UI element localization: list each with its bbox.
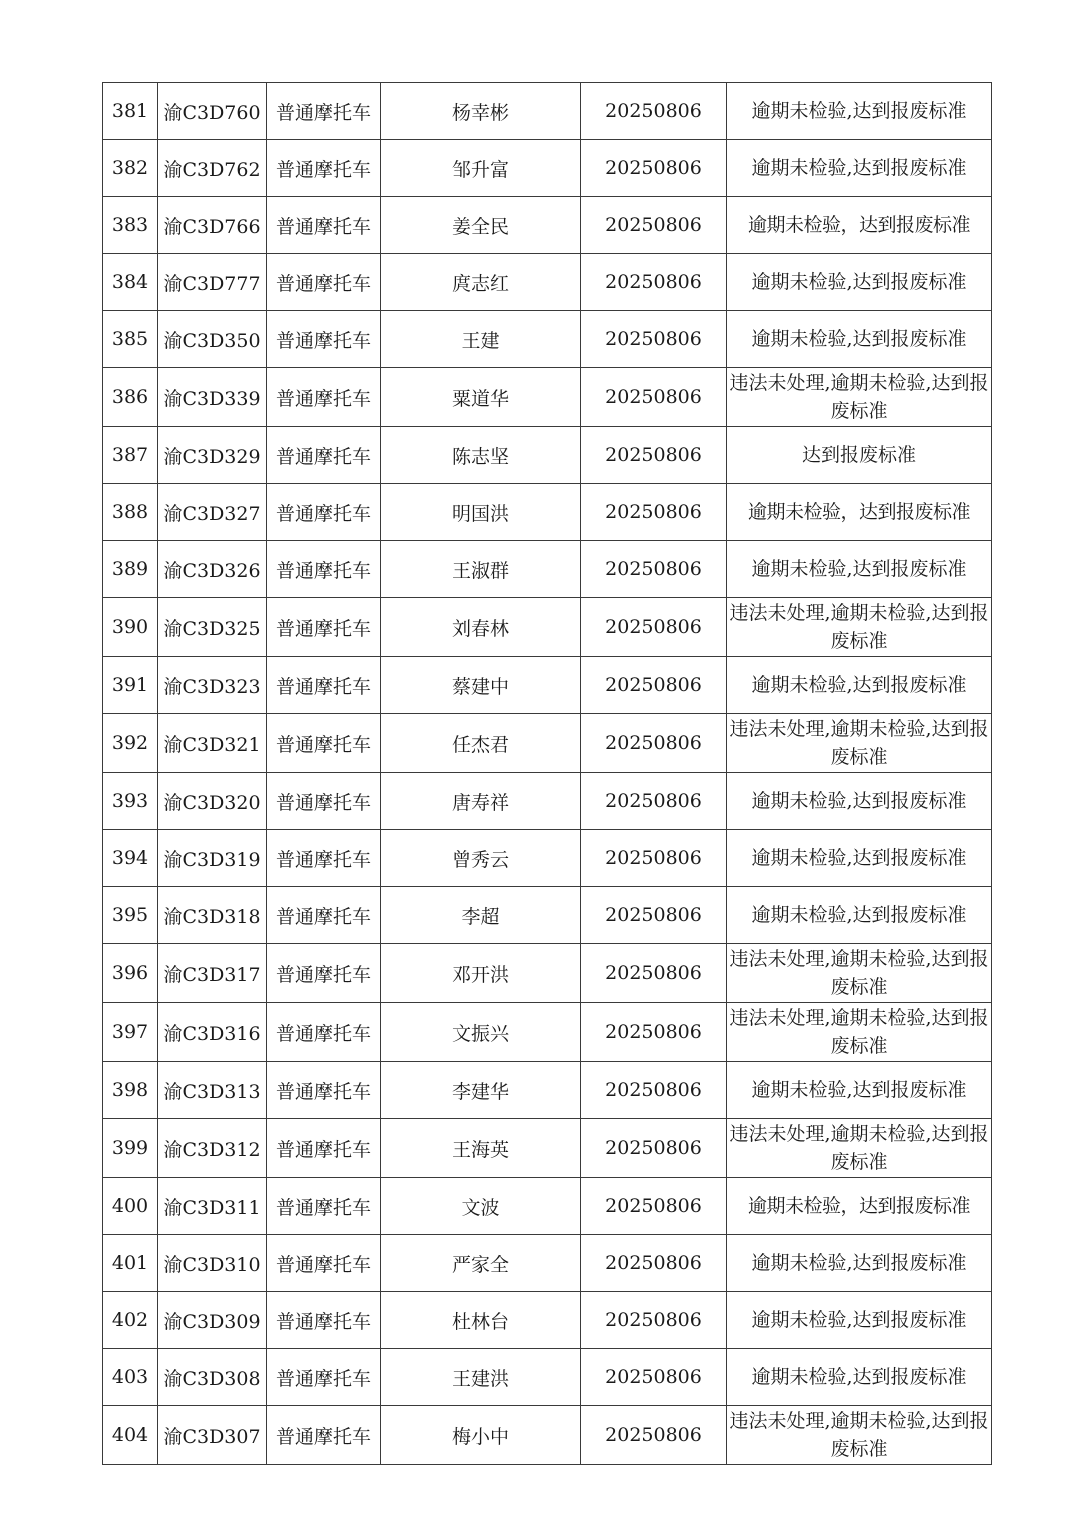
status-cell: 违法未处理,逾期未检验,达到报废标准 [727,944,992,1003]
status-cell: 违法未处理,逾期未检验,达到报废标准 [727,1406,992,1465]
plate-number-cell: 渝C3D327 [158,484,267,541]
owner-name-cell: 文振兴 [381,1003,581,1062]
owner-name-cell: 李超 [381,887,581,944]
plate-number-cell: 渝C3D762 [158,140,267,197]
plate-number-cell: 渝C3D316 [158,1003,267,1062]
table-row [103,368,992,427]
date-cell: 20250806 [581,1119,727,1178]
date-cell: 20250806 [581,311,727,368]
owner-name-cell: 任杰君 [381,714,581,773]
plate-number-cell: 渝C3D308 [158,1349,267,1406]
status-cell: 逾期未检验,达到报废标准 [727,1235,992,1292]
row-number-cell: 392 [103,714,158,773]
status-cell: 违法未处理,逾期未检验,达到报废标准 [727,1119,992,1178]
status-cell: 违法未处理,逾期未检验,达到报废标准 [727,1003,992,1062]
owner-name-cell: 明国洪 [381,484,581,541]
owner-name-cell: 杨幸彬 [381,83,581,140]
vehicle-type-cell: 普通摩托车 [267,1235,381,1292]
row-number-cell: 399 [103,1119,158,1178]
status-cell: 逾期未检验,达到报废标准 [727,140,992,197]
status-cell: 逾期未检验,达到报废标准 [727,1349,992,1406]
table-row [103,1349,992,1406]
plate-number-cell: 渝C3D317 [158,944,267,1003]
status-cell: 逾期未检验，达到报废标准 [727,197,992,254]
table-row [103,1178,992,1235]
vehicle-type-cell: 普通摩托车 [267,427,381,484]
owner-name-cell: 严家全 [381,1235,581,1292]
owner-name-cell: 王淑群 [381,541,581,598]
vehicle-table [102,82,992,1465]
vehicle-type-cell: 普通摩托车 [267,830,381,887]
table-row [103,1235,992,1292]
plate-number-cell: 渝C3D307 [158,1406,267,1465]
row-number-cell: 402 [103,1292,158,1349]
owner-name-cell: 王海英 [381,1119,581,1178]
row-number-cell: 401 [103,1235,158,1292]
owner-name-cell: 杜林台 [381,1292,581,1349]
owner-name-cell: 文波 [381,1178,581,1235]
vehicle-type-cell: 普通摩托车 [267,1003,381,1062]
vehicle-type-cell: 普通摩托车 [267,714,381,773]
owner-name-cell: 蔡建中 [381,657,581,714]
status-cell: 逾期未检验,达到报废标准 [727,887,992,944]
date-cell: 20250806 [581,254,727,311]
plate-number-cell: 渝C3D323 [158,657,267,714]
plate-number-cell: 渝C3D766 [158,197,267,254]
row-number-cell: 396 [103,944,158,1003]
date-cell: 20250806 [581,1062,727,1119]
row-number-cell: 390 [103,598,158,657]
table-row [103,140,992,197]
plate-number-cell: 渝C3D350 [158,311,267,368]
row-number-cell: 400 [103,1178,158,1235]
date-cell: 20250806 [581,773,727,830]
owner-name-cell: 姜全民 [381,197,581,254]
row-number-cell: 385 [103,311,158,368]
plate-number-cell: 渝C3D326 [158,541,267,598]
vehicle-type-cell: 普通摩托车 [267,254,381,311]
owner-name-cell: 王建 [381,311,581,368]
row-number-cell: 391 [103,657,158,714]
table-row [103,197,992,254]
table-row [103,944,992,1003]
table-row [103,427,992,484]
status-cell: 逾期未检验,达到报废标准 [727,254,992,311]
owner-name-cell: 邓开洪 [381,944,581,1003]
date-cell: 20250806 [581,1349,727,1406]
vehicle-type-cell: 普通摩托车 [267,1119,381,1178]
vehicle-type-cell: 普通摩托车 [267,1406,381,1465]
date-cell: 20250806 [581,1003,727,1062]
date-cell: 20250806 [581,197,727,254]
owner-name-cell: 庹志红 [381,254,581,311]
owner-name-cell: 曾秀云 [381,830,581,887]
status-cell: 达到报废标准 [727,427,992,484]
row-number-cell: 382 [103,140,158,197]
status-cell: 逾期未检验,达到报废标准 [727,657,992,714]
owner-name-cell: 李建华 [381,1062,581,1119]
vehicle-type-cell: 普通摩托车 [267,598,381,657]
date-cell: 20250806 [581,1235,727,1292]
row-number-cell: 398 [103,1062,158,1119]
vehicle-type-cell: 普通摩托车 [267,887,381,944]
vehicle-type-cell: 普通摩托车 [267,773,381,830]
status-cell: 逾期未检验,达到报废标准 [727,541,992,598]
owner-name-cell: 梅小中 [381,1406,581,1465]
vehicle-type-cell: 普通摩托车 [267,541,381,598]
plate-number-cell: 渝C3D318 [158,887,267,944]
owner-name-cell: 王建洪 [381,1349,581,1406]
row-number-cell: 389 [103,541,158,598]
status-cell: 逾期未检验,达到报废标准 [727,830,992,887]
table-row [103,1119,992,1178]
table-row [103,254,992,311]
date-cell: 20250806 [581,484,727,541]
date-cell: 20250806 [581,1178,727,1235]
vehicle-type-cell: 普通摩托车 [267,368,381,427]
table-row [103,887,992,944]
vehicle-type-cell: 普通摩托车 [267,1178,381,1235]
status-cell: 逾期未检验,达到报废标准 [727,311,992,368]
row-number-cell: 384 [103,254,158,311]
plate-number-cell: 渝C3D320 [158,773,267,830]
plate-number-cell: 渝C3D312 [158,1119,267,1178]
status-cell: 违法未处理,逾期未检验,达到报废标准 [727,714,992,773]
date-cell: 20250806 [581,83,727,140]
status-cell: 逾期未检验,达到报废标准 [727,773,992,830]
plate-number-cell: 渝C3D325 [158,598,267,657]
plate-number-cell: 渝C3D311 [158,1178,267,1235]
owner-name-cell: 刘春林 [381,598,581,657]
vehicle-type-cell: 普通摩托车 [267,311,381,368]
vehicle-type-cell: 普通摩托车 [267,1292,381,1349]
table-row [103,484,992,541]
row-number-cell: 404 [103,1406,158,1465]
status-cell: 违法未处理,逾期未检验,达到报废标准 [727,368,992,427]
table-row [103,1003,992,1062]
owner-name-cell: 唐寿祥 [381,773,581,830]
date-cell: 20250806 [581,887,727,944]
date-cell: 20250806 [581,541,727,598]
date-cell: 20250806 [581,1406,727,1465]
vehicle-type-cell: 普通摩托车 [267,484,381,541]
vehicle-type-cell: 普通摩托车 [267,944,381,1003]
date-cell: 20250806 [581,657,727,714]
status-cell: 逾期未检验,达到报废标准 [727,1062,992,1119]
vehicle-type-cell: 普通摩托车 [267,1349,381,1406]
vehicle-table-body [103,83,992,1465]
vehicle-type-cell: 普通摩托车 [267,657,381,714]
plate-number-cell: 渝C3D777 [158,254,267,311]
row-number-cell: 388 [103,484,158,541]
table-row [103,657,992,714]
date-cell: 20250806 [581,714,727,773]
row-number-cell: 381 [103,83,158,140]
plate-number-cell: 渝C3D760 [158,83,267,140]
owner-name-cell: 粟道华 [381,368,581,427]
table-row [103,714,992,773]
vehicle-type-cell: 普通摩托车 [267,1062,381,1119]
row-number-cell: 395 [103,887,158,944]
table-row [103,598,992,657]
row-number-cell: 403 [103,1349,158,1406]
date-cell: 20250806 [581,1292,727,1349]
table-row [103,1062,992,1119]
plate-number-cell: 渝C3D339 [158,368,267,427]
date-cell: 20250806 [581,830,727,887]
plate-number-cell: 渝C3D313 [158,1062,267,1119]
date-cell: 20250806 [581,598,727,657]
status-cell: 逾期未检验，达到报废标准 [727,484,992,541]
status-cell: 逾期未检验,达到报废标准 [727,1292,992,1349]
date-cell: 20250806 [581,944,727,1003]
plate-number-cell: 渝C3D309 [158,1292,267,1349]
owner-name-cell: 陈志坚 [381,427,581,484]
status-cell: 逾期未检验，达到报废标准 [727,1178,992,1235]
vehicle-type-cell: 普通摩托车 [267,197,381,254]
status-cell: 违法未处理,逾期未检验,达到报废标准 [727,598,992,657]
row-number-cell: 387 [103,427,158,484]
plate-number-cell: 渝C3D310 [158,1235,267,1292]
plate-number-cell: 渝C3D319 [158,830,267,887]
row-number-cell: 383 [103,197,158,254]
vehicle-type-cell: 普通摩托车 [267,140,381,197]
owner-name-cell: 邹升富 [381,140,581,197]
date-cell: 20250806 [581,368,727,427]
table-row [103,1292,992,1349]
table-row [103,541,992,598]
row-number-cell: 394 [103,830,158,887]
row-number-cell: 386 [103,368,158,427]
table-row [103,311,992,368]
date-cell: 20250806 [581,427,727,484]
row-number-cell: 393 [103,773,158,830]
table-row [103,1406,992,1465]
table-row [103,83,992,140]
date-cell: 20250806 [581,140,727,197]
table-row [103,830,992,887]
status-cell: 逾期未检验,达到报废标准 [727,83,992,140]
row-number-cell: 397 [103,1003,158,1062]
vehicle-table-container [102,82,991,1465]
vehicle-type-cell: 普通摩托车 [267,83,381,140]
table-row [103,773,992,830]
plate-number-cell: 渝C3D321 [158,714,267,773]
plate-number-cell: 渝C3D329 [158,427,267,484]
